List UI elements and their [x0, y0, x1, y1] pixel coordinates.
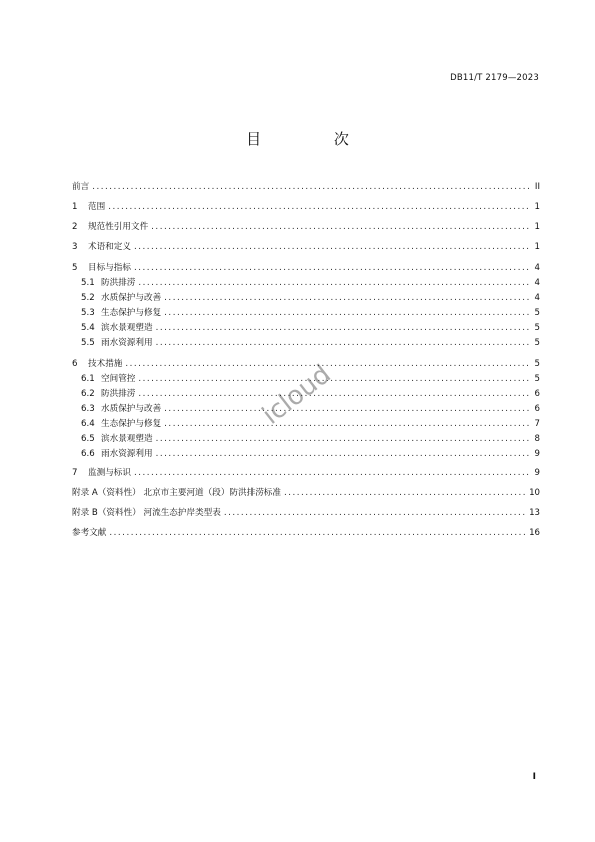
- toc-entry-page: II: [534, 182, 540, 192]
- toc-dot-leader: [156, 322, 530, 334]
- toc-dot-leader: [224, 507, 527, 519]
- toc-entry-number: 5.4: [81, 323, 95, 333]
- toc-entry-label: 水质保护与改善: [101, 404, 162, 414]
- toc-entry-number: 6.3: [81, 404, 95, 414]
- toc-entry-page: 5: [534, 308, 540, 318]
- toc-entry[interactable]: [72, 507, 540, 519]
- toc-entry[interactable]: [72, 241, 540, 253]
- toc-dot-leader: [151, 221, 530, 233]
- toc-dot-leader: [156, 337, 530, 349]
- toc-entry-label: 生态保护与修复: [101, 419, 162, 429]
- toc-entry-label: 范围: [88, 202, 106, 212]
- toc-entry[interactable]: [72, 307, 540, 319]
- toc-entry-number: 6.4: [81, 419, 95, 429]
- toc-entry-label: 雨水资源利用: [101, 449, 153, 459]
- toc-entry[interactable]: [72, 322, 540, 334]
- toc-dot-leader: [164, 418, 530, 430]
- watermark: icloud: [256, 359, 337, 431]
- toc-dot-leader: [134, 262, 530, 274]
- toc-entry-page: 5: [534, 374, 540, 384]
- toc-entry-page: 5: [534, 338, 540, 348]
- page-number: I: [532, 772, 536, 782]
- toc-entry[interactable]: [72, 418, 540, 430]
- toc-dot-leader: [156, 448, 530, 460]
- toc-dot-leader: [164, 292, 530, 304]
- toc-entry-number: 6.1: [81, 374, 95, 384]
- toc-entry-page: 8: [534, 434, 540, 444]
- toc-entry-page: 9: [534, 449, 540, 459]
- toc-entry-page: 10: [529, 488, 540, 498]
- toc-entry[interactable]: [72, 433, 540, 445]
- toc-dot-leader: [156, 433, 530, 445]
- toc-entry-number: 3: [72, 242, 78, 252]
- toc-entry-page: 4: [534, 278, 540, 288]
- toc-entry-page: 5: [534, 359, 540, 369]
- toc-entry-label: 滨水景观塑造: [101, 323, 153, 333]
- toc-entry-label: 附录 A（资料性） 北京市主要河道（段）防洪排涝标准: [72, 488, 281, 498]
- toc-entry-number: 5.2: [81, 293, 95, 303]
- toc-entry[interactable]: [72, 487, 540, 499]
- toc-entry-label: 滨水景观塑造: [101, 434, 153, 444]
- toc-entry-label: 技术措施: [88, 359, 123, 369]
- toc-entry-label: 附录 B（资料性） 河流生态护岸类型表: [72, 508, 221, 518]
- toc-entry-label: 生态保护与修复: [101, 308, 162, 318]
- toc-entry-label: 防洪排涝: [101, 278, 136, 288]
- toc-entry-number: 2: [72, 222, 78, 232]
- toc-entry-label: 术语和定义: [88, 242, 131, 252]
- toc-dot-leader: [92, 181, 530, 193]
- toc-entry-number: 7: [72, 468, 78, 478]
- toc-dot-leader: [125, 358, 530, 370]
- toc-entry-label: 参考文献: [72, 528, 107, 538]
- toc-title: 目 次: [246, 130, 383, 148]
- toc-entry-label: 规范性引用文件: [88, 222, 149, 232]
- toc-entry[interactable]: [72, 221, 540, 233]
- toc-entry-number: 1: [72, 202, 78, 212]
- toc-entry-page: 6: [534, 404, 540, 414]
- toc-entry[interactable]: [72, 262, 540, 274]
- toc-entry-number: 6.2: [81, 389, 95, 399]
- toc-entry-page: 7: [534, 419, 540, 429]
- toc-entry-label: 目标与指标: [88, 263, 131, 273]
- toc-dot-leader: [134, 241, 530, 253]
- toc-entry-label: 雨水资源利用: [101, 338, 153, 348]
- toc-dot-leader: [134, 467, 530, 479]
- toc-dot-leader: [164, 403, 530, 415]
- toc-entry-page: 1: [534, 242, 540, 252]
- toc-entry-label: 空间管控: [101, 374, 136, 384]
- toc-entry[interactable]: [72, 337, 540, 349]
- toc-entry-page: 1: [534, 222, 540, 232]
- toc-entry-label: 监测与标识: [88, 468, 131, 478]
- toc-entry-number: 5.3: [81, 308, 95, 318]
- toc-entry[interactable]: [72, 277, 540, 289]
- toc-entry-number: 5.5: [81, 338, 95, 348]
- toc-entry[interactable]: [72, 527, 540, 539]
- toc-entry-label: 前言: [72, 182, 90, 192]
- toc-dot-leader: [108, 201, 530, 213]
- toc-dot-leader: [164, 307, 530, 319]
- toc-entry-page: 5: [534, 323, 540, 333]
- toc-entry-page: 13: [529, 508, 540, 518]
- toc-entry-number: 6.6: [81, 449, 95, 459]
- toc-entry-page: 16: [529, 528, 540, 538]
- toc-entry[interactable]: [72, 201, 540, 213]
- toc-entry[interactable]: [72, 448, 540, 460]
- toc-entry-label: 水质保护与改善: [101, 293, 162, 303]
- toc-dot-leader: [138, 388, 530, 400]
- toc-entry[interactable]: [72, 181, 540, 193]
- toc-entry-page: 1: [534, 202, 540, 212]
- document-code: DB11/T 2179—2023: [450, 73, 539, 83]
- toc-dot-leader: [138, 277, 530, 289]
- toc-entry-page: 4: [534, 263, 540, 273]
- toc-dot-leader: [109, 527, 527, 539]
- toc-entry-page: 4: [534, 293, 540, 303]
- toc-entry-number: 6: [72, 359, 78, 369]
- toc-entry-page: 6: [534, 389, 540, 399]
- toc-entry-number: 5: [72, 263, 78, 273]
- toc-entry[interactable]: [72, 292, 540, 304]
- toc-entry-number: 6.5: [81, 434, 95, 444]
- toc-entry-number: 5.1: [81, 278, 95, 288]
- toc-entry-label: 防洪排涝: [101, 389, 136, 399]
- toc-entry[interactable]: [72, 467, 540, 479]
- toc-entry-page: 9: [534, 468, 540, 478]
- toc-dot-leader: [284, 487, 527, 499]
